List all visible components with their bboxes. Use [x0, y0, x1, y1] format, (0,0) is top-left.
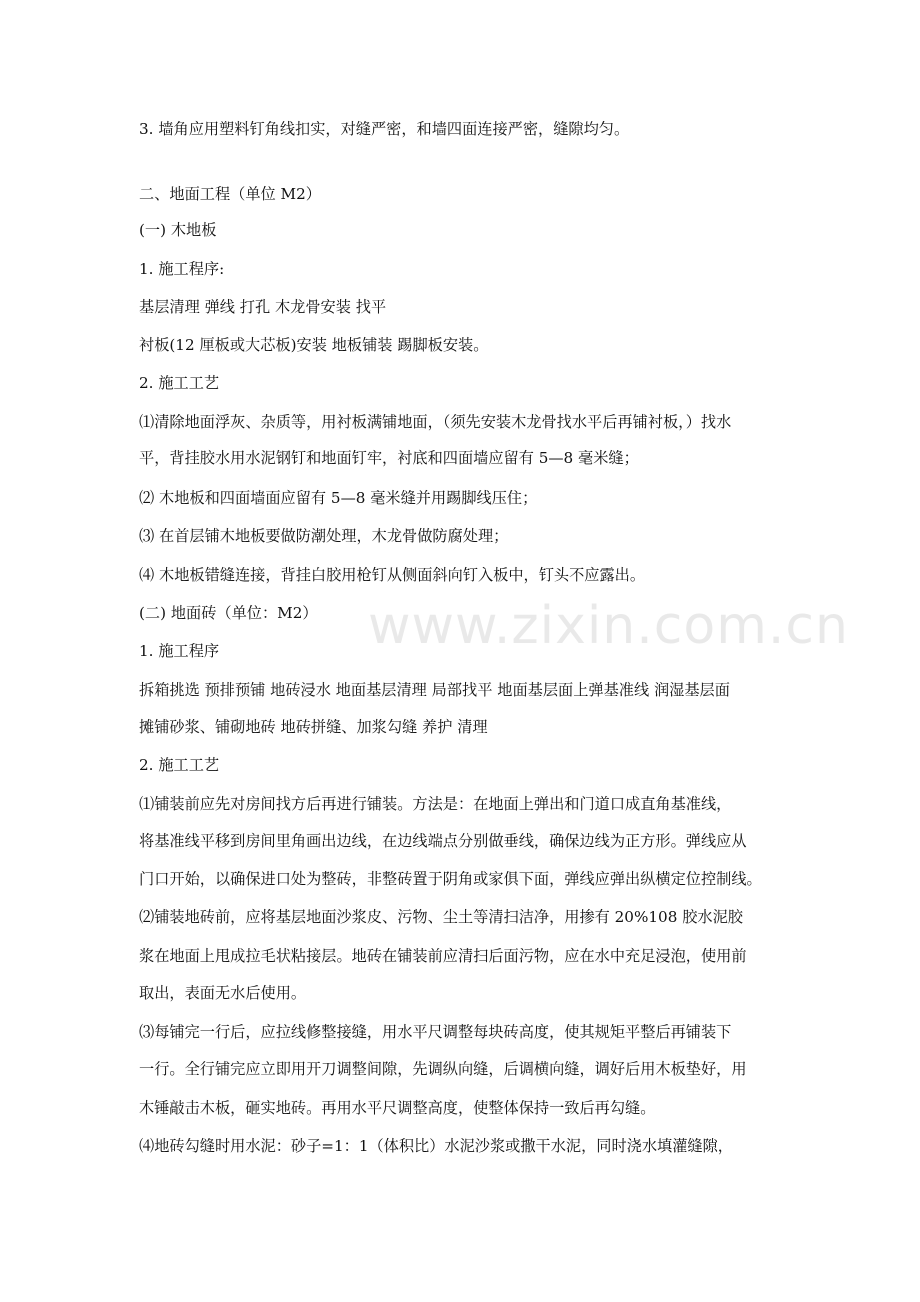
text-line: 基层清理 弹线 打孔 木龙骨安装 找平	[139, 298, 387, 316]
text-line: ⑶ 在首层铺木地板要做防潮处理，木龙骨做防腐处理；	[139, 527, 509, 545]
text-line: 摊铺砂浆、铺砌地砖 地砖拼缝、加浆勾缝 养护 清理	[139, 718, 488, 736]
step-heading: 1. 施工程序	[139, 642, 220, 660]
text-line: 衬板(12 厘板或大芯板)安装 地板铺装 踢脚板安装。	[139, 336, 489, 354]
text-line: ⑶每铺完一行后，应拉线修整接缝，用水平尺调整每块砖高度，使其规矩平整后再铺装下	[139, 1023, 732, 1041]
text-line: ⑵ 木地板和四面墙面应留有 5—8 毫米缝并用踢脚线压住；	[139, 489, 538, 507]
step-heading: 2. 施工工艺	[139, 374, 220, 392]
text-line: 平，背挂胶水用水泥钢钉和地面钉牢，衬底和四面墙应留有 5—8 毫米缝；	[139, 449, 639, 467]
text-line: ⑴清除地面浮灰、杂质等，用衬板满铺地面，（须先安装木龙骨找水平后再铺衬板，）找水	[139, 413, 732, 431]
text-line: 门口开始，以确保进口处为整砖，非整砖置于阴角或家俱下面，弹线应弹出纵横定位控制线。	[139, 870, 762, 888]
step-heading: 1. 施工程序:	[139, 260, 225, 278]
section-heading: 二、地面工程（单位 M2）	[139, 185, 321, 203]
text-line: 浆在地面上甩成拉毛状粘接层。地砖在铺装前应清扫后面污物，应在水中充足浸泡，使用前	[139, 947, 747, 965]
step-heading: 2. 施工工艺	[139, 756, 220, 774]
subsection-heading: (二) 地面砖（单位：M2）	[139, 604, 318, 622]
text-line: ⑷ 木地板错缝连接，背挂白胶用枪钉从侧面斜向钉入板中，钉头不应露出。	[139, 566, 646, 584]
text-line: ⑵铺装地砖前，应将基层地面沙浆皮、污物、尘土等清扫洁净，用掺有 20%108 胶水泥胶	[139, 908, 743, 926]
text-line: ⑷地砖勾缝时用水泥：砂子=1：1（体积比）水泥沙浆或撒干水泥，同时浇水填灌缝隙，	[139, 1137, 733, 1155]
watermark: www.zixin.com.cn	[368, 596, 849, 656]
text-line: 木锤敲击木板，砸实地砖。再用水平尺调整高度，使整体保持一致后再勾缝。	[139, 1099, 656, 1117]
text-line: 3. 墙角应用塑料钉角线扣实，对缝严密，和墙四面连接严密，缝隙均匀。	[139, 120, 630, 138]
subsection-heading: (一) 木地板	[139, 221, 217, 239]
text-line: 将基准线平移到房间里角画出边线，在边线端点分别做垂线，确保边线为正方形。弹线应从	[139, 832, 747, 850]
text-line: 拆箱挑选 预排预铺 地砖浸水 地面基层清理 局部找平 地面基层面上弹基准线 润湿基层面	[139, 681, 730, 699]
text-line: ⑴铺装前应先对房间找方后再进行铺装。方法是：在地面上弹出和门道口成直角基准线，	[139, 795, 732, 813]
text-line: 取出，表面无水后使用。	[139, 984, 307, 1002]
text-line: 一行。全行铺完应立即用开刀调整间隙，先调纵向缝，后调横向缝，调好后用木板垫好，用	[139, 1060, 747, 1078]
